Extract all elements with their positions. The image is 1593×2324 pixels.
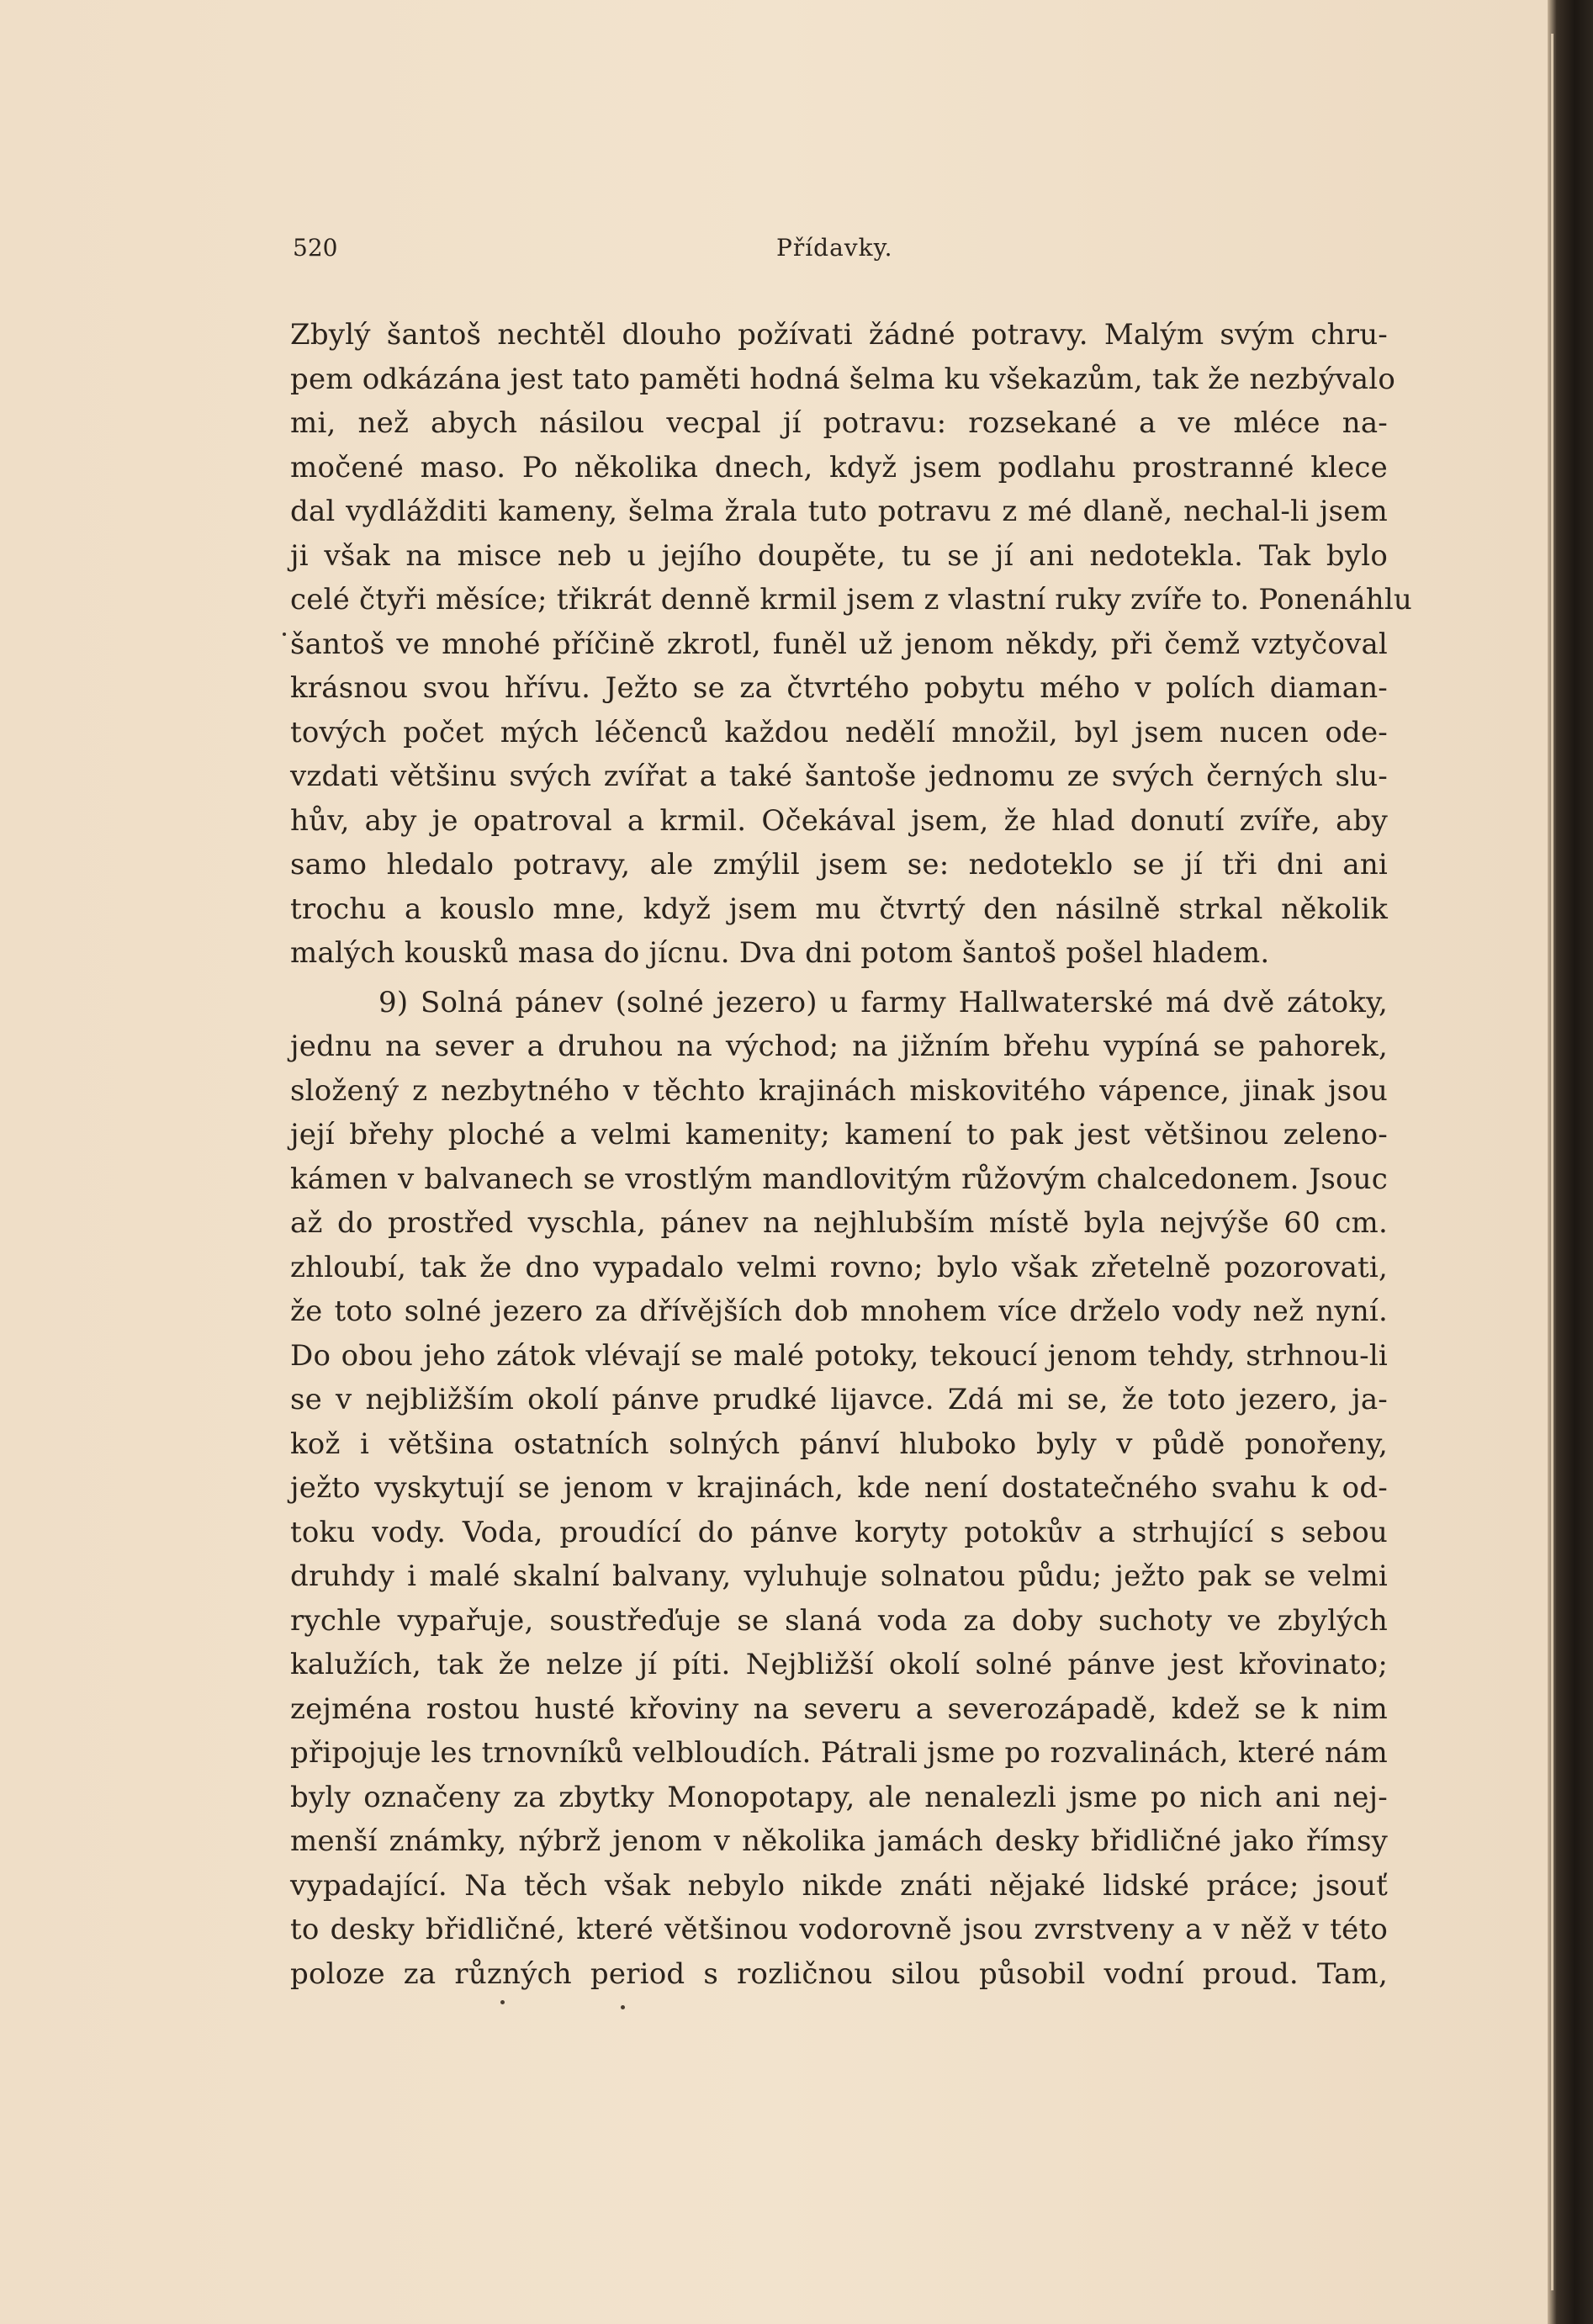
text-line: toku vody. Voda, proudící do pánve koryty potokův a strhující s sebou	[290, 1515, 1388, 1549]
text-line: vypadající. Na těch však nebylo nikde znáti nějaké lidské práce; jsouť	[290, 1868, 1388, 1903]
text-line: tových počet mých léčenců každou nedělí množil, byl jsem nucen ode-	[290, 715, 1388, 749]
ink-speck	[500, 2000, 505, 2004]
margin-mark	[283, 633, 286, 636]
text-line: krásnou svou hřívu. Ježto se za čtvrtého pobytu mého v polích diaman-	[290, 671, 1388, 705]
ink-speck	[621, 2005, 625, 2009]
paragraph-1	[290, 313, 1413, 976]
text-line: připojuje les trnovníků velbloudích. Pátrali jsme po rozvalinách, které nám	[290, 1736, 1388, 1770]
text-line: kalužích, tak že nelze jí píti. Nejbližší okolí solné pánve jest křovinato;	[290, 1648, 1388, 1681]
text-line: byly označeny za zbytky Monopotapy, ale nenalezli jsme po nich ani nej-	[290, 1780, 1388, 1814]
running-title: Přídavky.	[776, 234, 893, 262]
text-line: hův, aby je opatroval a krmil. Očekával jsem, že hlad donutí zvíře, aby	[290, 803, 1388, 838]
text-line: Zbylý šantoš nechtěl dlouho požívati žádné potravy. Malým svým chru-	[290, 318, 1388, 352]
text-line: ježto vyskytují se jenom v krajinách, kde není dostatečného svahu k od-	[290, 1471, 1388, 1505]
text-line: menší známky, nýbrž jenom v několika jamách desky břidličné jako římsy	[290, 1824, 1388, 1858]
text-line: malých kousků masa do jícnu. Dva dni potom šantoš pošel hladem.	[290, 936, 1270, 970]
text-line: kámen v balvanech se vrostlým mandlovitým růžovým chalcedonem. Jsouc	[290, 1162, 1388, 1196]
paragraph-2	[290, 981, 1388, 1997]
text-line: se v nejbližším okolí pánve prudké lijavce. Zdá mi se, že toto jezero, ja-	[290, 1383, 1388, 1416]
text-line: trochu a kouslo mne, když jsem mu čtvrtý den násilně strkal několik	[290, 892, 1388, 926]
text-line: její břehy ploché a velmi kamenity; kamení to pak jest většinou zeleno-	[290, 1118, 1388, 1151]
text-line: druhdy i malé skalní balvany, vyluhuje solnatou půdu; ježto pak se velmi	[290, 1559, 1388, 1593]
text-line: poloze za různých period s rozličnou silou působil vodní proud. Tam,	[290, 1956, 1388, 1991]
binding-edge	[1548, 0, 1593, 2324]
page-number: 520	[293, 234, 338, 262]
text-line: celé čtyři měsíce; třikrát denně krmil jsem z vlastní ruky zvíře to. Ponenáhlu	[290, 583, 1413, 617]
text-line: že toto solné jezero za dřívějších dob mnohem více drželo vody než nyní.	[290, 1294, 1388, 1328]
text-line: až do prostřed vyschla, pánev na nejhlubším místě byla nejvýše 60 cm.	[290, 1206, 1388, 1240]
text-line: močené maso. Po několika dnech, když jsem podlahu prostranné klece	[290, 450, 1388, 484]
text-line: složený z nezbytného v těchto krajinách miskovitého vápence, jinak jsou	[290, 1073, 1388, 1108]
body-text	[290, 313, 1413, 1996]
text-line: Do obou jeho zátok vlévají se malé potoky, tekoucí jenom tehdy, strhnou-li	[290, 1338, 1388, 1373]
text-line: pem odkázána jest tato paměti hodná šelma ku všekazům, tak že nezbývalo	[290, 362, 1396, 396]
text-line: samo hledalo potravy, ale zmýlil jsem se: nedoteklo se jí tři dni ani	[290, 848, 1388, 881]
text-line: jednu na sever a druhou na východ; na jižním břehu vypíná se pahorek,	[290, 1030, 1388, 1063]
text-line: šantoš ve mnohé příčině zkrotl, funěl už jenom někdy, při čemž vztyčoval	[290, 627, 1388, 661]
text-line: 9) Solná pánev (solné jezero) u farmy Hallwaterské má dvě zátoky,	[378, 985, 1388, 1019]
text-line: mi, než abych násilou vecpal jí potravu: rozsekané a ve mléce na-	[290, 406, 1388, 440]
sheet-edge-line	[1551, 34, 1553, 2290]
text-line: dal vydlážditi kameny, šelma žrala tuto potravu z mé dlaně, nechal-li jsem	[290, 495, 1388, 528]
text-line: kož i většina ostatních solných pánví hluboko byly v půdě ponořeny,	[290, 1427, 1388, 1461]
text-line: vzdati většinu svých zvířat a také šantoše jednomu ze svých černých slu-	[290, 760, 1388, 793]
text-line: zejména rostou husté křoviny na severu a severozápadě, kdež se k nim	[290, 1691, 1388, 1726]
text-line: ji však na misce neb u jejího doupěte, tu se jí ani nedotekla. Tak bylo	[290, 538, 1388, 573]
text-line: to desky břidličné, které většinou vodorovně jsou zvrstveny a v něž v této	[290, 1913, 1388, 1946]
text-line: rychle vypařuje, soustřeďuje se slaná voda za doby suchoty ve zbylých	[290, 1603, 1388, 1638]
text-line: zhloubí, tak že dno vypadalo velmi rovno; bylo však zřetelně pozorovati,	[290, 1250, 1388, 1284]
page-header	[293, 234, 1388, 267]
